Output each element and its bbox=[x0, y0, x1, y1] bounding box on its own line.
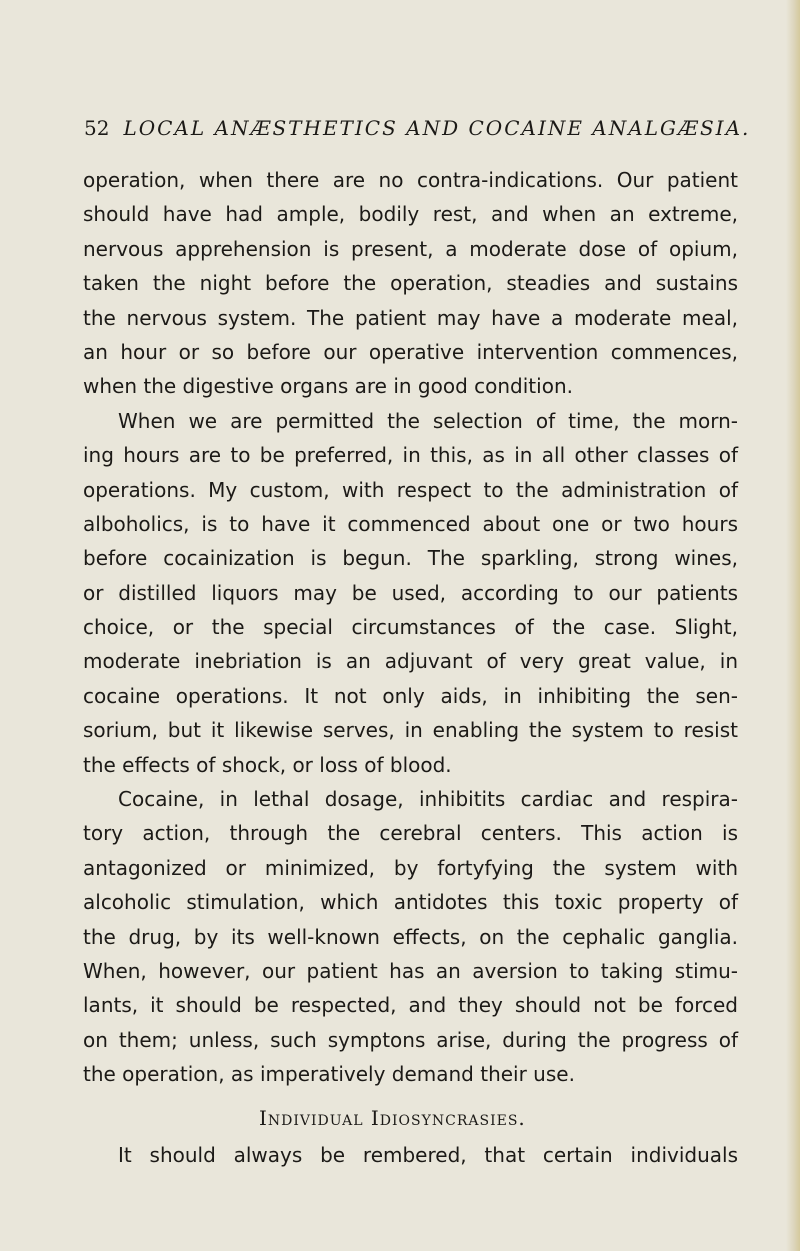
text-line: the drug, by its well-known effects, on the cephalic ganglia. bbox=[83, 924, 738, 949]
text-line: or distilled liquors may be used, according to our patients bbox=[83, 580, 738, 605]
section-heading: Individual Idiosyncrasies. bbox=[259, 1105, 526, 1130]
paragraph-start-line: It should always be rembered, that certain individuals bbox=[118, 1142, 738, 1167]
running-title: LOCAL ANÆSTHETICS AND COCAINE ANALGÆSIA. bbox=[123, 116, 751, 140]
text-line: alcoholic stimulation, which antidotes this toxic property of bbox=[83, 890, 738, 915]
text-line: When, however, our patient has an aversion to taking stimu- bbox=[83, 958, 738, 983]
text-line: tory action, through the cerebral centers. This action is bbox=[83, 821, 738, 846]
page-number: 52 bbox=[84, 116, 110, 140]
text-line: lants, it should be respected, and they should not be forced bbox=[83, 993, 738, 1018]
text-line: cocaine operations. It not only aids, in inhibiting the sen- bbox=[83, 683, 738, 708]
text-line: the operation, as imperatively demand their use. bbox=[83, 1062, 575, 1087]
text-line: sorium, but it likewise serves, in enabling the system to resist bbox=[83, 718, 738, 743]
text-line: taken the night before the operation, steadies and sustains bbox=[83, 271, 738, 296]
text-line: operation, when there are no contra-indications. Our patient bbox=[83, 168, 738, 192]
text-line: moderate inebriation is an adjuvant of very great value, in bbox=[83, 649, 738, 674]
text-line: nervous apprehension is present, a moderate dose of opium, bbox=[83, 236, 738, 261]
text-line: when the digestive organs are in good condition. bbox=[83, 374, 573, 399]
paragraph-start-line: When we are permitted the selection of time, the morn- bbox=[118, 408, 738, 433]
text-line: should have had ample, bodily rest, and when an extreme, bbox=[83, 202, 738, 227]
text-line: choice, or the special circumstances of the case. Slight, bbox=[83, 615, 738, 640]
text-line: operations. My custom, with respect to the administration of bbox=[83, 477, 738, 502]
text-line: on them; unless, such symptons arise, during the progress of bbox=[83, 1027, 738, 1052]
paragraph-start-line: Cocaine, in lethal dosage, inhibitits cardiac and respira- bbox=[118, 787, 738, 812]
text-line: an hour or so before our operative intervention commences, bbox=[83, 339, 738, 364]
page-edge-shadow bbox=[786, 0, 800, 1251]
text-line: the effects of shock, or loss of blood. bbox=[83, 752, 452, 777]
text-line: antagonized or minimized, by fortyfying the system with bbox=[83, 855, 738, 880]
body-text bbox=[83, 163, 738, 1172]
text-line: the nervous system. The patient may have a moderate meal, bbox=[83, 305, 738, 330]
text-line: ing hours are to be preferred, in this, as in all other classes of bbox=[83, 443, 738, 468]
running-head bbox=[84, 116, 751, 140]
text-line: before cocainization is begun. The sparkling, strong wines, bbox=[83, 546, 738, 571]
text-line: alboholics, is to have it commenced about one or two hours bbox=[83, 511, 738, 536]
